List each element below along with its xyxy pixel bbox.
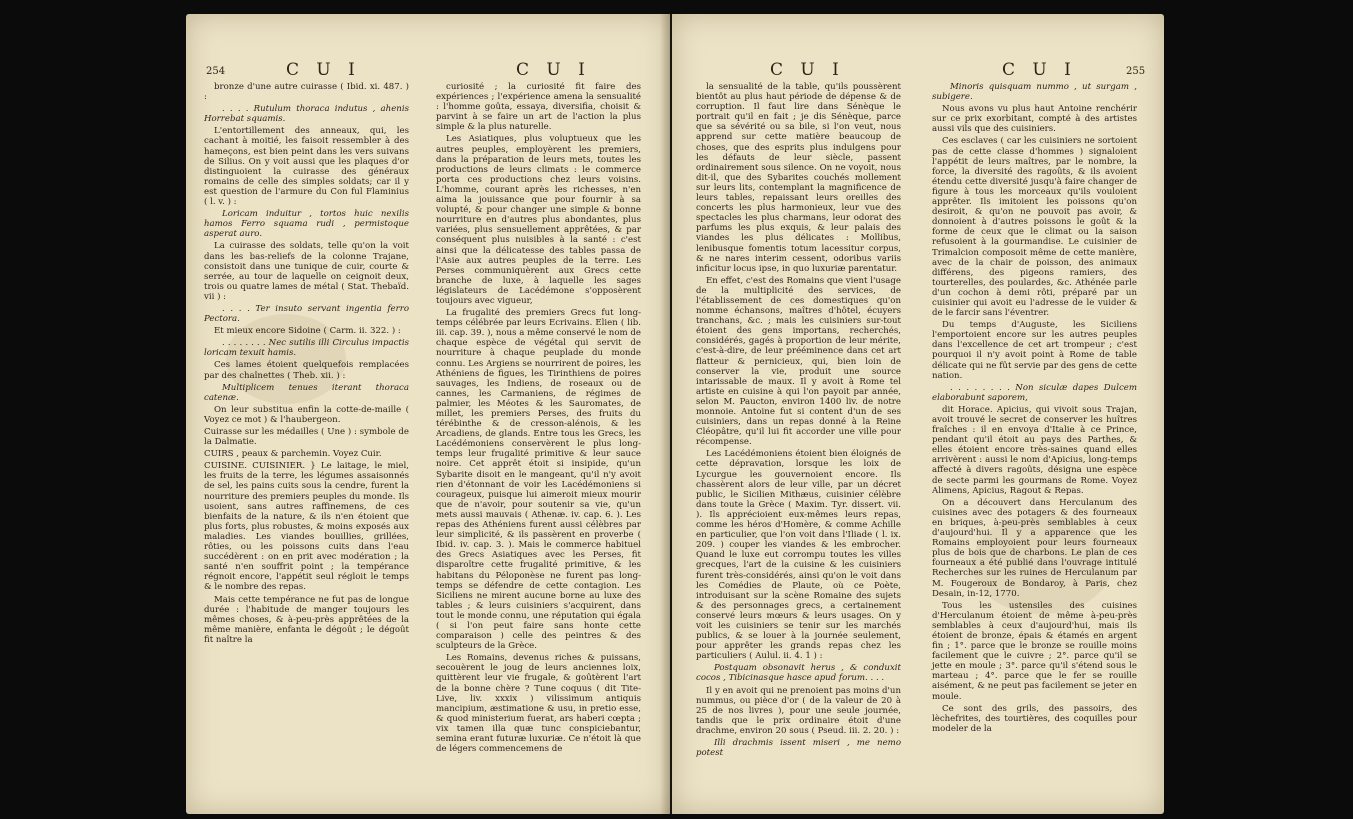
paragraph: Illi drachmis issent miseri , me nemo potest — [696, 738, 901, 759]
column-right-2 — [932, 82, 1137, 736]
paragraph: Tous les ustensiles des cuisines d'Herculanum étoient de même à-peu-près semblables à ceux d'aujourd'hui, mais ils étoient de bronze, épais & étamés en argent fin ; 1°. parce que le bronze se rouille moins facilement que le cuivre ; 2°. parce qu'il se jette en moule ; 3°. parce qu'il s'étend sous le marteau ; 4°. parce que le fer se rouille aisément, & ne peut pas facilement se jeter en moule. — [932, 600, 1137, 702]
paragraph: La cuirasse des soldats, telle qu'on la voit dans les bas-reliefs de la colonne Trajane, consistoit dans une tunique de cuir, courte & serrée, au tour de laquelle on ceignoit deux, trois ou quatre lames de métal ( Stat. Thebaïd. vii ) : — [204, 241, 409, 302]
running-head: C U I — [1002, 60, 1077, 80]
paragraph: Et mieux encore Sidoine ( Carm. ii. 322. ) : — [214, 326, 401, 337]
right-page — [672, 14, 1164, 814]
page-number: 254 — [206, 66, 226, 77]
paragraph: Il y en avoit qui ne prenoient pas moins d'un nummus, ou pièce d'or ( de la valeur de 20 à 25 de nos livres ), pour une seule journée, tandis que le prix ordinaire étoit d'une drachme, environ 20 sous ( Pseud. iii. 2. 20. ) : — [696, 685, 901, 736]
paragraph: CUISINE. CUISINIER. } Le laitage, le miel, les fruits de la terre, les légumes assaisonnés de sel, les pains cuits sous la cendre, furent la nourriture des premiers peuples du monde. Ils usoient, sans autres raffinemens, de ces bienfaits de la nature, & ils n'en étoient que plus forts, plus robustes, & moins exposés aux maladies. Les viandes bouillies, grillées, rôties, ou les poissons cuits dans l'eau succédèrent : on en prit avec modération ; la santé n'en souffrit point ; la tempérance régnoit encore, l'appétit seul régloit le temps & le nombre des repas. — [204, 461, 409, 593]
column-left-2 — [436, 82, 641, 756]
paragraph: La frugalité des premiers Grecs fut long-temps célébrée par leurs Ecrivains. Elien ( lib. iii. cap. 39. ), nous a même conservé le nom de chaque espèce de végétal qui servit de nourriture à chaque peuplade du monde connu. Les Argiens se nourrirent de poires, les Athéniens de figues, les Tirinthiens de poires sauvages, les Indiens, de roseaux ou de cannes, les Carmaniens, de régimes de palmier, les Méotes & les Sauromates, de millet, les premiers Perses, des fruits du térébinthe & de cresson-alénois, & les Arcadiens, de glands. Entre tous les Grecs, les Lacédémoniens conservèrent le plus long-temps leur frugalité primitive & leur sauce noire. Cet apprêt étoit si insipide, qu'un Sybarite disoit en le mangeant, qu'il n'y avoit rien d'étonnant de voir les Lacédémoniens si courageux, puisque lui aimeroit mieux mourir que de n'avoir, pour soutenir sa vie, qu'un mets aussi mauvais ( Athenæ. iv. cap. 6. ). Les repas des Athéniens furent aussi célèbres par leur simplicité, & ils passèrent en proverbe ( Ibid. iv. cap. 3. ). Mais le commerce habituel des Grecs Asiatiques avec les Perses, fit disparoître cette frugalité primitive, & les habitans du Péloponèse ne furent pas long-temps se défendre de cette contagion. Les Siciliens ne mirent aucune borne au luxe des tables ; & leurs cuisiniers s'acquirent, dans tout le monde connu, une réputation qui égala ( si l'on peut faire sans honte cette comparaison ) celle des peintres & des sculpteurs de la Grèce. — [436, 308, 641, 652]
paragraph: Les Romains, devenus riches & puissans, secouèrent le joug de leurs anciennes loix, quittèrent leur vie frugale, & goûtèrent l'art de la bonne chère ? Tune coquus ( dit Tite-Live, liv. xxxix ) vilissimum antiquis mancipium, æstimatione & usu, in pretio esse, & quod ministerium fuerat, ars haberi cœpta ; vix tamen illa quæ tunc conspiciebantur, semina erant futuræ luxuriæ. Ce n'étoit là que de légers commencemens de — [436, 653, 641, 755]
paragraph: . . . . Ter insuto servant ingentia ferro Pectora. — [204, 303, 409, 325]
paragraph: . . . . . . . . Non siculæ dapes Dulcem elaborabunt saporem, — [932, 382, 1137, 403]
column-right-1 — [696, 82, 901, 760]
paragraph: Ces esclaves ( car les cuisiniers ne sortoient pas de cette classe d'hommes ) signaloient l'appétit de leurs maîtres, par le nombre, la force, la diversité des ragoûts, & ils avoient étendu cette diversité jusqu'à faire changer de figure à tous les morceaux qu'ils vouloient apprêter. Ils imitoient les poissons qu'on desiroit, & qu'on ne pouvoit pas avoir, & donnoient à d'autres poissons le goût & la forme de ceux que le climat ou la saison refusoient à la gourmandise. Le cuisinier de Trimalcion composoit même de cette manière, avec de la chair de poisson, des animaux différens, des pigeons ramiers, des tourterelles, des poulardes, &c. Athénée parle d'un cochon à demi rôti, préparé par un cuisinier qui avoit eu l'adresse de le vuider & de le farcir sans l'éventrer. — [932, 136, 1137, 319]
paragraph: Les Lacédémoniens étoient bien éloignés de cette dépravation, lorsque les loix de Lycurgue les gouvernoient encore. Ils chassèrent alors de leur ville, par un décret public, le Sicilien Mithæus, cuisinier célèbre dans toute la Grèce ( Maxim. Tyr. dissert. vii. ). Ils apprécioient eux-mêmes leurs repas, comme les héros d'Homère, & comme Achille en particulier, que l'on voit dans l'Iliade ( l. ix. 209. ) couper les viandes & les embrocher. Quand le luxe eut corrompu toutes les villes grecques, l'art de la cuisine & les cuisiniers furent très-considérés, ainsi qu'on le voit dans les Comédies de Plaute, où ce Poète, introduisant sur la scène Romaine des sujets & des personnages grecs, a certainement conservé leurs mœurs & leurs usages. On y voit les cuisiniers se tenir sur les marchés publics, & se louer à la journée seulement, pour apprêter les grands repas chez les particuliers ( Aulul. ii. 4. 1 ) : — [696, 449, 901, 662]
paragraph: Loricam induitur , tortos huic nexilis hamos Ferro squama rudi , permistoque asperat auro. — [204, 209, 409, 240]
paragraph: On leur substitua enfin la cotte-de-maille ( Voyez ce mot ) & l'haubergeon. — [204, 404, 409, 425]
left-page — [186, 14, 670, 814]
paragraph: la sensualité de la table, qu'ils poussèrent bientôt au plus haut période de dépense & de corruption. Il faut lire dans Sénèque le portrait qu'il en fait ; je dis Sénèque, parce que sa sévérité ou sa bile, si l'on veut, nous apprend sur cette matière beaucoup de choses, que des esprits plus indulgens pour les défauts de leur siècle, passent ordinairement sous silence. On ne voyoit, nous dit-il, que des Sybarites couchés mollement sur leurs lits, contemplant la magnificence de leurs tables, repaissant leurs oreilles des concerts les plus harmonieux, leur vue des spectacles les plus charmans, leur odorat des parfums les plus exquis, & leur palais des viandes les plus délicates : Mollibus, lenibusque fomentis totum lacessitur corpus, & ne nares interim cessent, odoribus variis inficitur locus ipse, in quo luxuriæ parentatur. — [696, 82, 901, 274]
paragraph: En effet, c'est des Romains que vient l'usage de la multiplicité des services, de l'établissement de ces domestiques qu'on nomme échansons, maîtres d'hôtel, écuyers tranchans, &c. ; mais les cuisiniers sur-tout étoient des gens importans, recherchés, considérés, gagés à proportion de leur mérite, c'est-à-dire, de leur prééminence dans cet art flatteur & pernicieux, qui, bien loin de conserver la vie, produit une source intarissable de maux. Il y avoit à Rome tel artiste en cuisine à qui l'on payoit par année, selon M. Paucton, environ 1400 liv. de notre monnoie. Antoine fut si content d'un de ses cuisiniers, dans un repas donné à la Reine Cléopâtre, qu'il lui fit accorder une ville pour récompense. — [696, 275, 901, 448]
running-head: C U I — [516, 60, 591, 80]
paragraph: bronze d'une autre cuirasse ( Ibid. xi. 487. ) : — [204, 82, 409, 103]
paragraph: Mais cette tempérance ne fut pas de longue durée : l'habitude de manger toujours les mêmes choses, & à-peu-près apprêtées de la même manière, enfanta le dégoût ; le dégoût fit naître la — [204, 594, 409, 645]
paragraph: On a découvert dans Herculanum des cuisines avec des potagers & des fourneaux en briques, à-peu-près semblables à ceux d'aujourd'hui. Il y a apparence que les Romains employoient pour leurs fourneaux plus de bois que de charbons. Le plan de ces fourneaux a été publié dans l'ouvrage intitulé Recherches sur les ruines de Herculanum par M. Fougeroux de Bondaroy, à Paris, chez Desain, in-12, 1770. — [932, 497, 1137, 599]
paragraph: Nous avons vu plus haut Antoine renchérir sur ce prix exorbitant, compté à des artistes aussi vils que des cuisiniers. — [932, 104, 1137, 135]
paragraph: L'entortillement des anneaux, qui, les cachant à moitié, les faisoit ressembler à des hameçons, est bien peint dans les vers suivans de Silius. On y voit aussi que les plaques d'or distinguoient la cuirasse des généraux romains de celle des simples soldats; car il y est question de l'armure du Con ful Flaminius ( l. v. ) : — [204, 126, 409, 208]
paragraph: dit Horace. Apicius, qui vivoit sous Trajan, avoit trouvé le secret de conserver les huîtres fraîches : il en envoya d'Italie à ce Prince, pendant qu'il étoit au pays des Parthes, & elles étoient encore très-saines quand elles arrivèrent : aussi le nom d'Apicius, long-temps affecté à divers ragoûts, désigna une espèce de secte parmi les gourmans de Rome. Voyez Alimens, Apicius, Ragout & Repas. — [932, 404, 1137, 496]
paragraph: curiosité ; la curiosité fit faire des expériences ; l'expérience amena la sensualité : l'homme goûta, essaya, diversifia, choisit & parvint à se faire un art de l'action la plus simple & la plus naturelle. — [436, 82, 641, 133]
paragraph: Les Asiatiques, plus voluptueux que les autres peuples, employèrent les premiers, dans la préparation de leurs mets, toutes les productions de leurs climats : le commerce porta ces productions chez leurs voisins. L'homme, courant après les richesses, n'en aima la jouissance que pour fournir à sa volupté, & pour changer une simple & bonne nourriture en d'autres plus abondantes, plus variées, plus sensuellement apprêtées, & par conséquent plus nuisibles à la santé : c'est ainsi que la délicatesse des tables passa de l'Asie aux autres peuples de la terre. Les Perses communiquèrent aux Grecs cette branche de luxe, à laquelle les sages législateurs de Lacédémone s'opposèrent toujours avec vigueur, — [436, 134, 641, 306]
paragraph: CUIRS , peaux & parchemin. Voyez Cuir. — [204, 449, 382, 460]
paragraph: . . . . . . . . Nec sutilis illi Circulus impactis loricam texuit hamis. — [204, 338, 409, 359]
paragraph: Ces lames étoient quelquefois remplacées par des chaînettes ( Theb. xii. ) : — [204, 360, 409, 381]
page-number: 255 — [1126, 66, 1146, 77]
running-head: C U I — [286, 60, 361, 80]
running-head: C U I — [770, 60, 845, 80]
paragraph: Postquam obsonavit herus , & conduxit cocos , Tibicinasque hasce apud forum. . . . — [696, 663, 901, 684]
paragraph: Multiplicem tenues iterant thoraca catenæ. — [204, 382, 409, 403]
paragraph: Ce sont des grils, des passoirs, des lèchefrites, des tourtières, des coquilles pour modeler de la — [932, 703, 1137, 734]
paragraph: . . . . Rutulum thoraca indutus , ahenis Horrebat squamis. — [204, 104, 409, 125]
column-left-1 — [204, 82, 409, 647]
paragraph: Minoris quisquam nummo , ut surgam , subigere. — [932, 82, 1137, 103]
paragraph: Du temps d'Auguste, les Siciliens l'emportoient encore sur les autres peuples dans l'excellence de cet art trompeur ; c'est pourquoi il n'y avoit point à Rome de table délicate qui ne fût servie par des gens de cette nation. — [932, 320, 1137, 381]
paragraph: Cuirasse sur les médailles ( Une ) : symbole de la Dalmatie. — [204, 427, 409, 448]
